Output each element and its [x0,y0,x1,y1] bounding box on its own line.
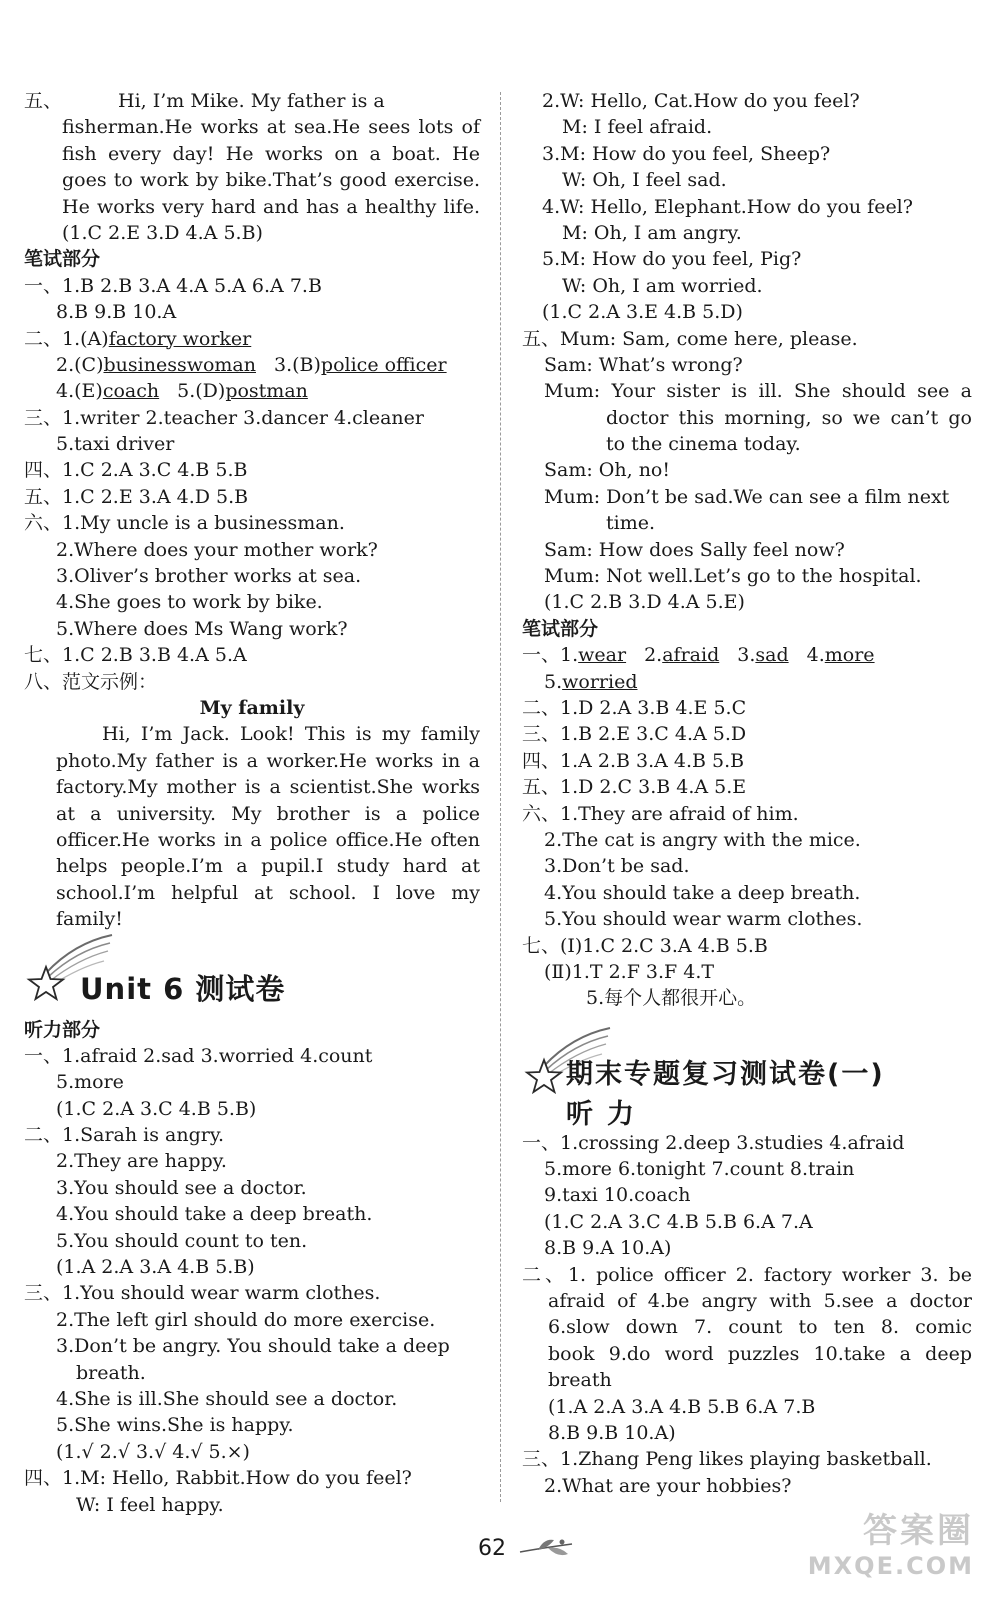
answer-line: 3.Don’t be sad. [544,855,690,878]
answer-line: W: Oh, I am worried. [562,274,763,297]
essay-line: factory.My mother is a scientist.She works [56,776,480,799]
passage-line: fisherman.He works at sea.He sees lots of [62,116,480,139]
dialogue-line: Sam: Oh, no! [544,459,671,482]
answer-line: 5.You should wear warm clothes. [544,908,863,931]
answer-line: 七、(Ⅰ)1.C 2.C 3.A 4.B 5.B [522,934,768,957]
essay-line: Hi, I’m Jack. Look! This is my family [102,723,480,746]
answer-line: 七、1.C 2.B 3.B 4.A 5.A [24,644,247,667]
answer-line: 六、1.They are afraid of him. [522,802,799,825]
answer-key: (1.C 2.A 3.C 4.B 5.B) [56,1097,257,1120]
answer-line: 9.taxi 10.coach [544,1184,691,1207]
answer-line: 2.What are your hobbies? [544,1474,792,1497]
answer-line: 2.The left girl should do more exercise. [56,1308,436,1331]
essay-line: school.I’m helpful at school. I love my [56,881,480,904]
page-subtitle: 听力 [566,1098,648,1130]
answer-line: 五、1.C 2.E 3.A 4.D 5.B [24,485,249,508]
answer-line: 5.She wins.She is happy. [56,1414,294,1437]
page-number: 62 [478,1536,506,1561]
section-heading: 笔试部分 [24,248,101,271]
answer-line: 四、1.M: Hello, Rabbit.How do you feel? [24,1467,412,1490]
answer-line: 二、1.(A)factory worker [24,327,252,350]
answer-line: 三、1.You should wear warm clothes. [24,1282,381,1305]
answer-line: 5.M: How do you feel, Pig? [542,248,802,271]
answer-line: W: I feel happy. [76,1493,224,1516]
answer-line: 3.You should see a doctor. [56,1176,307,1199]
answer-line: 四、1.C 2.A 3.C 4.B 5.B [24,459,248,482]
dialogue-line: Sam: What’s wrong? [544,353,743,376]
answer-line: 2.(C)businesswoman 3.(B)police officer [56,353,447,376]
dialogue-line: time. [606,512,656,535]
answer-line: (Ⅱ)1.T 2.F 3.F 4.T [544,960,715,983]
answer-key: (1.C 2.A 3.C 4.B 5.B 6.A 7.A [544,1210,813,1233]
dialogue-line: Sam: How does Sally feel now? [544,538,845,561]
answer-line: 5.每个人都很开心。 [586,987,757,1010]
answer-line: 6.slow down 7. count to ten 8. comic [548,1316,972,1339]
answer-line: 三、1.Zhang Peng likes playing basketball. [522,1448,932,1471]
answer-line: 2.W: Hello, Cat.How do you feel? [542,90,860,112]
answer-line: 3.Oliver’s brother works at sea. [56,565,362,588]
answer-line: 5.You should count to ten. [56,1229,308,1252]
answer-line: M: Oh, I am angry. [562,221,742,244]
answer-line: 4.(E)coach 5.(D)postman [56,380,308,403]
final-review-header [522,1026,972,1130]
dialogue-line: to the cinema today. [606,433,801,456]
answer-line: 5.worried [544,670,638,693]
section-heading: 笔试部分 [522,617,599,640]
answer-line: 5.more [56,1071,124,1094]
answer-line: 4.She is ill.She should see a doctor. [56,1387,398,1410]
essay-line: photo.My father is a worker.He works in a [56,749,480,772]
passage-line: 五、 Hi, I’m Mike. My father is a [24,90,385,112]
answer-line: 3.Don’t be angry. You should take a deep [56,1335,450,1358]
page-title: 期末专题复习测试卷(一) [566,1058,885,1090]
answer-line: book 9.do word puzzles 10.take a deep [548,1342,972,1365]
answer-key: 8.B 9.B 10.A) [548,1421,676,1444]
unit6-header [24,933,480,1017]
answer-line: 5.Where does Ms Wang work? [56,617,348,640]
answer-line: 四、1.A 2.B 3.A 4.B 5.B [522,749,745,772]
dialogue-line: doctor this morning, so we can’t go [606,406,972,429]
answer-line: 一、1.B 2.B 3.A 4.A 5.A 6.A 7.B [24,274,322,297]
answer-line: 8.B 9.B 10.A [56,301,177,324]
section-heading: 听力部分 [24,1018,101,1041]
answer-line: 三、1.writer 2.teacher 3.dancer 4.cleaner [24,406,424,429]
answer-line: 六、1.My uncle is a businessman. [24,512,345,535]
answer-line: 二、1.Sarah is angry. [24,1124,225,1147]
answer-line: 三、1.B 2.E 3.C 4.A 5.D [522,723,747,746]
dialogue-line: Mum: Your sister is ill. She should see a [544,380,972,403]
answer-line: 3.M: How do you feel, Sheep? [542,142,831,165]
answer-line: 一、1.afraid 2.sad 3.worried 4.count [24,1044,373,1067]
dialogue-line: Mum: Don’t be sad.We can see a film next [544,485,950,508]
answer-line: 5.taxi driver [56,433,175,456]
answer-line: breath [548,1369,612,1392]
passage-line: goes to work by bike.That’s good exercise. [62,169,480,192]
answer-line: M: I feel afraid. [562,116,713,139]
right-column [522,88,972,1499]
essay-line: at a university. My brother is a police [56,802,480,825]
answer-line: 4.W: Hello, Elephant.How do you feel? [542,195,913,218]
watermark: 答案圈 MXQE.COM [807,1511,974,1580]
answer-key: (1.A 2.A 3.A 4.B 5.B) [56,1256,255,1279]
answer-line: 4.She goes to work by bike. [56,591,323,614]
answer-key: (1.C 2.A 3.E 4.B 5.D) [542,301,743,324]
dialogue-line: 五、Mum: Sam, come here, please. [522,327,858,350]
answer-line: 五、1.D 2.C 3.B 4.A 5.E [522,776,747,799]
essay-line: officer.He works in a police office.He often [56,828,480,851]
answer-line: 二、1.D 2.A 3.B 4.E 5.C [522,696,747,719]
answer-key: (1.A 2.A 3.A 4.B 5.B 6.A 7.B [548,1395,816,1418]
answer-line: 2.Where does your mother work? [56,538,378,561]
leaf-ornament-icon [518,1536,574,1566]
answer-key: (1.√ 2.√ 3.√ 4.√ 5.×) [56,1440,250,1463]
page-title: Unit 6 测试卷 [80,971,286,1006]
answer-line: breath. [76,1361,146,1384]
answer-line: W: Oh, I feel sad. [562,169,727,192]
dialogue-line: Mum: Not well.Let’s go to the hospital. [544,565,922,588]
answer-line: 八、范文示例： [24,670,158,693]
answer-line: 4.You should take a deep breath. [544,881,861,904]
left-column [24,88,480,1518]
answer-key: (1.C 2.E 3.D 4.A 5.B) [62,221,263,244]
answer-line: 一、1.wear 2.afraid 3.sad 4.more [522,644,875,667]
essay-line: helps people.I’m a pupil.I study hard at [56,855,480,878]
answer-line: 2.They are happy. [56,1150,227,1173]
answer-line: 二、1. police officer 2. factory worker 3. be [522,1263,972,1286]
section-label: 五、 [24,90,63,112]
answer-line: 一、1.crossing 2.deep 3.studies 4.afraid [522,1131,905,1154]
answer-line: afraid of 4.be angry with 5.see a doctor [548,1290,972,1313]
answer-key: (1.C 2.B 3.D 4.A 5.E) [544,591,745,614]
answer-key: 8.B 9.A 10.A) [544,1237,672,1260]
passage-line: fish every day! He works on a boat. He [62,142,480,165]
essay-line: family! [56,908,123,931]
answer-line: 5.more 6.tonight 7.count 8.train [544,1158,855,1181]
answer-line: 2.The cat is angry with the mice. [544,828,861,851]
essay-title: My family [199,696,305,719]
column-divider [500,92,501,1502]
passage-line: He works very hard and has a healthy life. [62,195,480,218]
answer-line: 4.You should take a deep breath. [56,1203,373,1226]
